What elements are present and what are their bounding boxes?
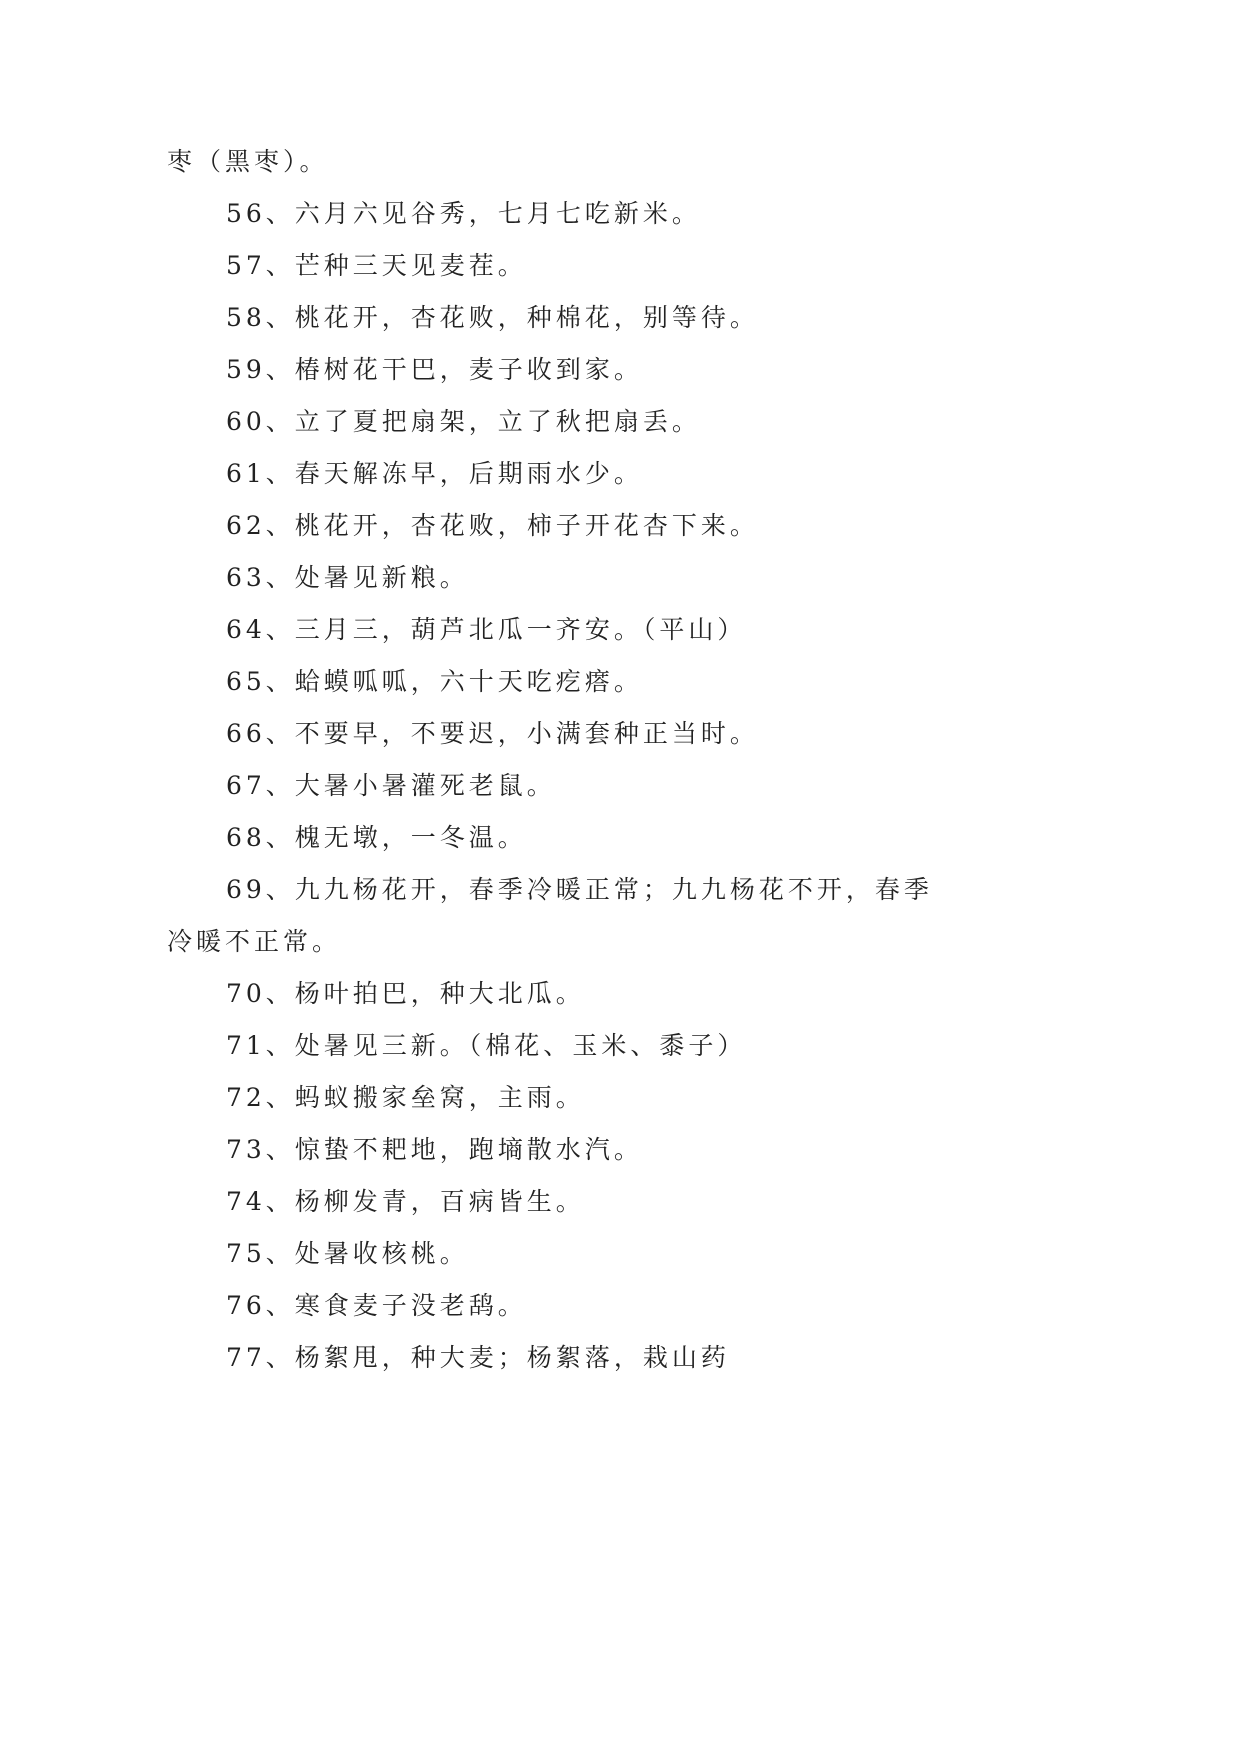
text-line: 75、处暑收核桃。 bbox=[226, 1239, 469, 1268]
text-line: 70、杨叶拍巴，种大北瓜。 bbox=[226, 979, 585, 1008]
paragraph bbox=[0, 1228, 1106, 1280]
paragraph bbox=[0, 344, 1106, 396]
paragraph bbox=[0, 968, 1106, 1020]
text-line: 枣（黑枣）。 bbox=[167, 147, 329, 176]
text-line: 65、蛤蟆呱呱，六十天吃疙瘩。 bbox=[226, 667, 643, 696]
text-line: 56、六月六见谷秀，七月七吃新米。 bbox=[226, 199, 701, 228]
text-line: 74、杨柳发青，百病皆生。 bbox=[226, 1187, 585, 1216]
paragraph bbox=[0, 1020, 1106, 1072]
text-line: 76、寒食麦子没老鸹。 bbox=[226, 1291, 527, 1320]
text-line: 67、大暑小暑灌死老鼠。 bbox=[226, 771, 556, 800]
text-line: 60、立了夏把扇架，立了秋把扇丢。 bbox=[226, 407, 701, 436]
paragraph bbox=[0, 812, 1106, 864]
paragraph bbox=[0, 1124, 1106, 1176]
text-line: 71、处暑见三新。（棉花、玉米、黍子） bbox=[226, 1031, 747, 1060]
text-line: 62、桃花开，杏花败，柿子开花杏下来。 bbox=[226, 511, 759, 540]
text-line: 冷暖不正常。 bbox=[167, 927, 342, 956]
paragraph bbox=[0, 604, 1106, 656]
text-line: 57、芒种三天见麦茬。 bbox=[226, 251, 527, 280]
text-line: 73、惊蛰不耙地，跑墒散水汽。 bbox=[226, 1135, 643, 1164]
paragraph bbox=[0, 1280, 1106, 1332]
text-line: 72、蚂蚁搬家垒窝，主雨。 bbox=[226, 1083, 585, 1112]
paragraph bbox=[0, 240, 1106, 292]
paragraph bbox=[0, 760, 1106, 812]
paragraph bbox=[0, 292, 1106, 344]
text-body bbox=[0, 136, 1106, 1384]
text-line: 68、槐无墩，一冬温。 bbox=[226, 823, 527, 852]
paragraph bbox=[0, 656, 1106, 708]
text-line: 59、椿树花干巴，麦子收到家。 bbox=[226, 355, 643, 384]
paragraph bbox=[0, 1332, 1106, 1384]
paragraph bbox=[0, 552, 1106, 604]
text-line: 77、杨絮甩，种大麦；杨絮落，栽山药 bbox=[226, 1343, 730, 1372]
paragraph bbox=[0, 864, 1106, 968]
paragraph bbox=[0, 708, 1106, 760]
paragraph bbox=[0, 396, 1106, 448]
paragraph bbox=[0, 1176, 1106, 1228]
text-line: 58、桃花开，杏花败，种棉花，别等待。 bbox=[226, 303, 759, 332]
paragraph bbox=[0, 188, 1106, 240]
paragraph bbox=[0, 1072, 1106, 1124]
paragraph bbox=[0, 448, 1106, 500]
text-line: 61、春天解冻早，后期雨水少。 bbox=[226, 459, 643, 488]
text-line: 69、九九杨花开，春季冷暖正常；九九杨花不开，春季 bbox=[226, 875, 933, 904]
text-line: 66、不要早，不要迟，小满套种正当时。 bbox=[226, 719, 759, 748]
paragraph bbox=[0, 500, 1106, 552]
text-line: 64、三月三，葫芦北瓜一齐安。（平山） bbox=[226, 615, 747, 644]
text-line: 63、处暑见新粮。 bbox=[226, 563, 469, 592]
paragraph bbox=[0, 136, 1106, 188]
